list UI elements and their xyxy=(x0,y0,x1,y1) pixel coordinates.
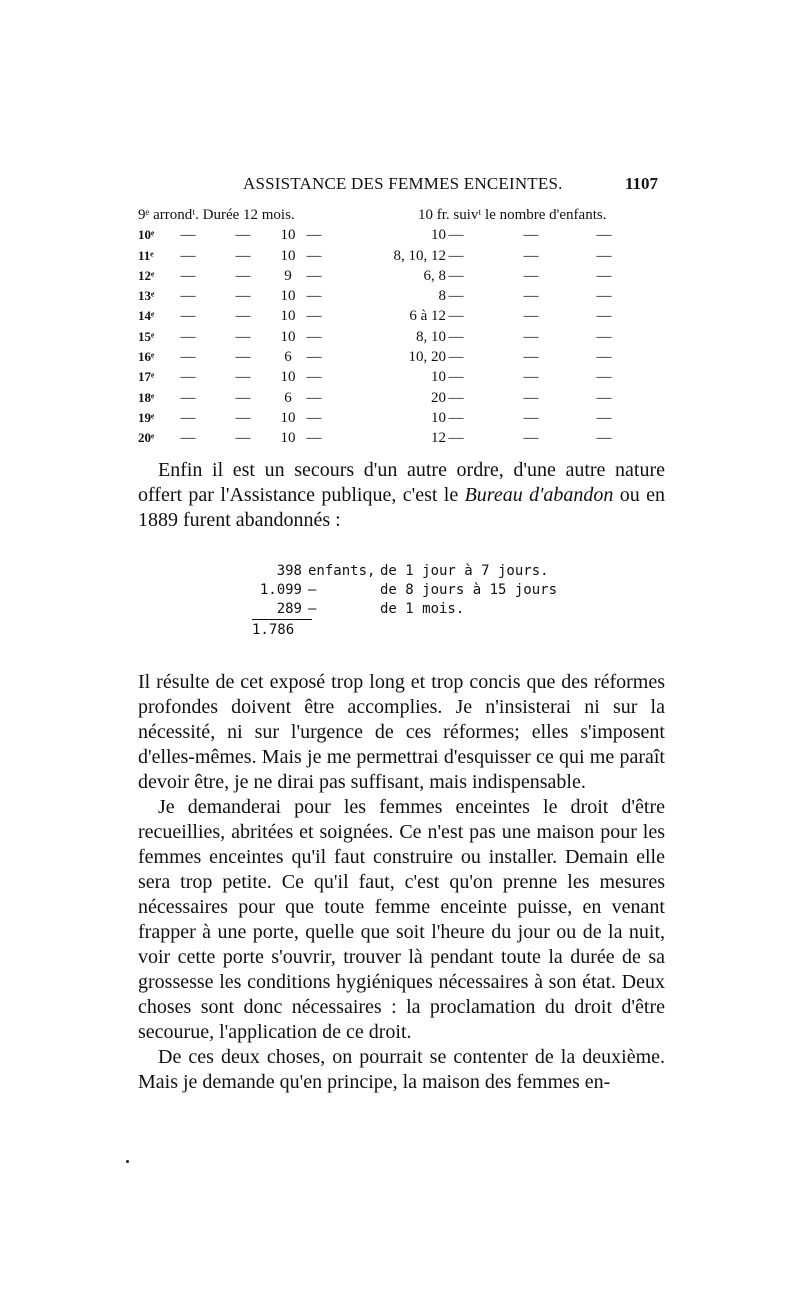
abandon-count: 398 xyxy=(276,563,302,579)
arrondissement: 14ᵉ xyxy=(138,308,155,324)
dash: — xyxy=(235,267,251,284)
paragraph-text: ou en 1889 furent abandonnés : xyxy=(138,484,665,531)
arrondissement: 19ᵉ xyxy=(138,409,155,425)
dash: — xyxy=(306,389,322,406)
dash: — xyxy=(235,430,251,447)
dash: — xyxy=(523,328,539,345)
dash: — xyxy=(180,389,196,406)
abandon-period: de 8 jours à 15 jours xyxy=(380,582,558,598)
arrondissement: 15ᵉ xyxy=(138,328,155,344)
allowance-amount: 8, 10 xyxy=(416,328,446,345)
dash: — xyxy=(180,267,196,284)
table-row xyxy=(138,367,678,387)
abandon-unit: — xyxy=(308,582,317,598)
dash: — xyxy=(180,288,196,305)
dash: — xyxy=(448,247,464,264)
table-row xyxy=(138,428,678,448)
abandon-count: 289 xyxy=(276,601,302,617)
dash: — xyxy=(448,288,464,305)
table-row xyxy=(138,388,678,408)
dash: — xyxy=(235,308,251,325)
dash: — xyxy=(448,328,464,345)
allowance-amount: 10 xyxy=(431,369,446,386)
duration-months: 10 xyxy=(280,409,296,426)
dash: — xyxy=(523,227,539,244)
dash: — xyxy=(523,247,539,264)
abandon-table xyxy=(248,562,558,638)
allowance-amount: 10, 20 xyxy=(408,349,446,366)
dash: — xyxy=(448,409,464,426)
dash: — xyxy=(235,369,251,386)
dash: — xyxy=(523,267,539,284)
paragraph-bureau-abandon xyxy=(138,458,665,533)
paragraph: Je demanderai pour les femmes enceintes le droit d'être recueillies, abritées et soignées. Ce n'est pas une maison pour les femmes enceintes qu'il faut construire ou installer. Demain elle sera trop petite. Ce qu'il faut, c'est qu'on prenne les mesures nécessaires pour que toute femme enceinte puisse, en venant frapper à une porte, quelle que soit l'heure du jour ou de la nuit, voir cette porte s'ouvrir, trouver là pendant toute la durée de sa grossesse les conditions hygiéniques nécessaires à son état. Deux choses sont donc nécessaires : la proclamation du droit d'être secourue, l'application de ce droit. xyxy=(138,796,665,1043)
bureau-abandon-term: Bureau d'abandon xyxy=(464,484,614,506)
table-row xyxy=(138,205,678,225)
duration-months: 10 xyxy=(280,430,296,447)
abandon-unit: — xyxy=(308,601,317,617)
dash: — xyxy=(235,227,251,244)
dash: — xyxy=(596,328,612,345)
duration-months: 6 xyxy=(284,389,292,406)
dash: — xyxy=(596,409,612,426)
dash: — xyxy=(596,308,612,325)
dash: — xyxy=(306,247,322,264)
dash: — xyxy=(235,288,251,305)
ink-speck xyxy=(126,1160,129,1163)
duration-months: 6 xyxy=(284,349,292,366)
dash: — xyxy=(180,308,196,325)
dash: — xyxy=(596,430,612,447)
abandon-row xyxy=(248,600,548,619)
allowance-amount: 10 xyxy=(431,409,446,426)
dash: — xyxy=(235,328,251,345)
dash: — xyxy=(306,227,322,244)
duration-months: 10 xyxy=(280,308,296,325)
running-header xyxy=(138,174,658,196)
table-row xyxy=(138,327,678,347)
page-number: 1107 xyxy=(624,174,658,193)
dash: — xyxy=(180,369,196,386)
table-row xyxy=(138,286,678,306)
table-row xyxy=(138,225,678,245)
dash: — xyxy=(523,389,539,406)
dash: — xyxy=(306,328,322,345)
dash: — xyxy=(448,267,464,284)
dash: — xyxy=(306,369,322,386)
dash: — xyxy=(235,247,251,264)
arrondissement: 18ᵉ xyxy=(138,389,155,405)
dash: — xyxy=(180,349,196,366)
dash: — xyxy=(596,267,612,284)
dash: — xyxy=(523,409,539,426)
arrondissement: 20ᵉ xyxy=(138,430,155,446)
body-text xyxy=(138,670,665,1095)
allowance-amount: 6, 8 xyxy=(423,267,446,284)
arrondissement: 10ᵉ xyxy=(138,227,155,243)
abandon-total: 1.786 xyxy=(252,619,312,640)
dash: — xyxy=(306,267,322,284)
dash: — xyxy=(448,430,464,447)
dash: — xyxy=(235,409,251,426)
dash: — xyxy=(306,430,322,447)
running-title: ASSISTANCE DES FEMMES ENCEINTES. xyxy=(243,174,563,193)
paragraph-text: Enfin il est un secours d'un autre ordre, d'une autre nature offert par l'Assistance publique, c'est le xyxy=(138,459,665,506)
table-row xyxy=(138,347,678,367)
dash: — xyxy=(448,349,464,366)
duration-months: 10 xyxy=(280,369,296,386)
duration-months: 9 xyxy=(284,267,292,284)
table-row xyxy=(138,246,678,266)
arrondissement-table xyxy=(138,205,678,449)
dash: — xyxy=(180,409,196,426)
allowance-amount: 20 xyxy=(431,389,446,406)
dash: — xyxy=(523,430,539,447)
arrondissement: 16ᵉ xyxy=(138,349,155,365)
arrondissement: 11ᵉ xyxy=(138,247,154,263)
dash: — xyxy=(596,349,612,366)
paragraph: De ces deux choses, on pourrait se contenter de la deuxième. Mais je demande qu'en principe, la maison des femmes en- xyxy=(138,1046,665,1093)
table-row xyxy=(138,306,678,326)
dash: — xyxy=(523,308,539,325)
dash: — xyxy=(596,288,612,305)
allowance-amount: 6 à 12 xyxy=(409,308,446,325)
dash: — xyxy=(596,389,612,406)
abandon-row xyxy=(248,581,558,600)
dash: — xyxy=(448,389,464,406)
dash: — xyxy=(306,349,322,366)
dash: — xyxy=(523,349,539,366)
duration-months: 10 xyxy=(280,247,296,264)
abandon-unit: enfants, xyxy=(308,563,376,579)
dash: — xyxy=(523,288,539,305)
dash: — xyxy=(180,247,196,264)
dash: — xyxy=(306,409,322,426)
dash: — xyxy=(180,430,196,447)
allowance-amount: 8, 10, 12 xyxy=(393,247,446,264)
allowance-amount: 12 xyxy=(431,430,446,447)
paragraph: Il résulte de cet exposé trop long et trop concis que des réformes profondes doivent être accomplies. Je n'insisterai ni sur la nécessité, ni sur l'urgence de ces réformes; elles s'imposent d'elles-mêmes. Mais je me permettrai d'esquisser ce qui me paraît devoir être, je ne dirai pas suffisant, mais indispensable. xyxy=(138,671,665,793)
first-row-right: 10 fr. suivᵗ le nombre d'enfants. xyxy=(418,207,607,223)
abandon-period: de 1 jour à 7 jours. xyxy=(380,563,549,579)
dash: — xyxy=(596,369,612,386)
dash: — xyxy=(180,328,196,345)
dash: — xyxy=(596,247,612,264)
dash: — xyxy=(306,308,322,325)
dash: — xyxy=(235,389,251,406)
dash: — xyxy=(596,227,612,244)
arrondissement: 13ᵉ xyxy=(138,288,155,304)
table-row xyxy=(138,266,678,286)
duration-months: 10 xyxy=(280,227,296,244)
dash: — xyxy=(448,308,464,325)
abandon-period: de 1 mois. xyxy=(380,601,465,617)
arrondissement: 17ᵉ xyxy=(138,369,155,385)
duration-months: 10 xyxy=(280,288,296,305)
dash: — xyxy=(448,227,464,244)
dash: — xyxy=(306,288,322,305)
abandon-total-row xyxy=(248,619,548,638)
allowance-amount: 8 xyxy=(438,288,446,305)
dash: — xyxy=(235,349,251,366)
allowance-amount: 10 xyxy=(431,227,446,244)
dash: — xyxy=(180,227,196,244)
abandon-count: 1.099 xyxy=(259,582,302,598)
arrondissement: 12ᵉ xyxy=(138,267,155,283)
table-row xyxy=(138,408,678,428)
dash: — xyxy=(523,369,539,386)
abandon-row xyxy=(248,562,548,581)
first-row-left: 9ᵉ arrondᵗ. Durée 12 mois. xyxy=(138,207,295,223)
duration-months: 10 xyxy=(280,328,296,345)
dash: — xyxy=(448,369,464,386)
